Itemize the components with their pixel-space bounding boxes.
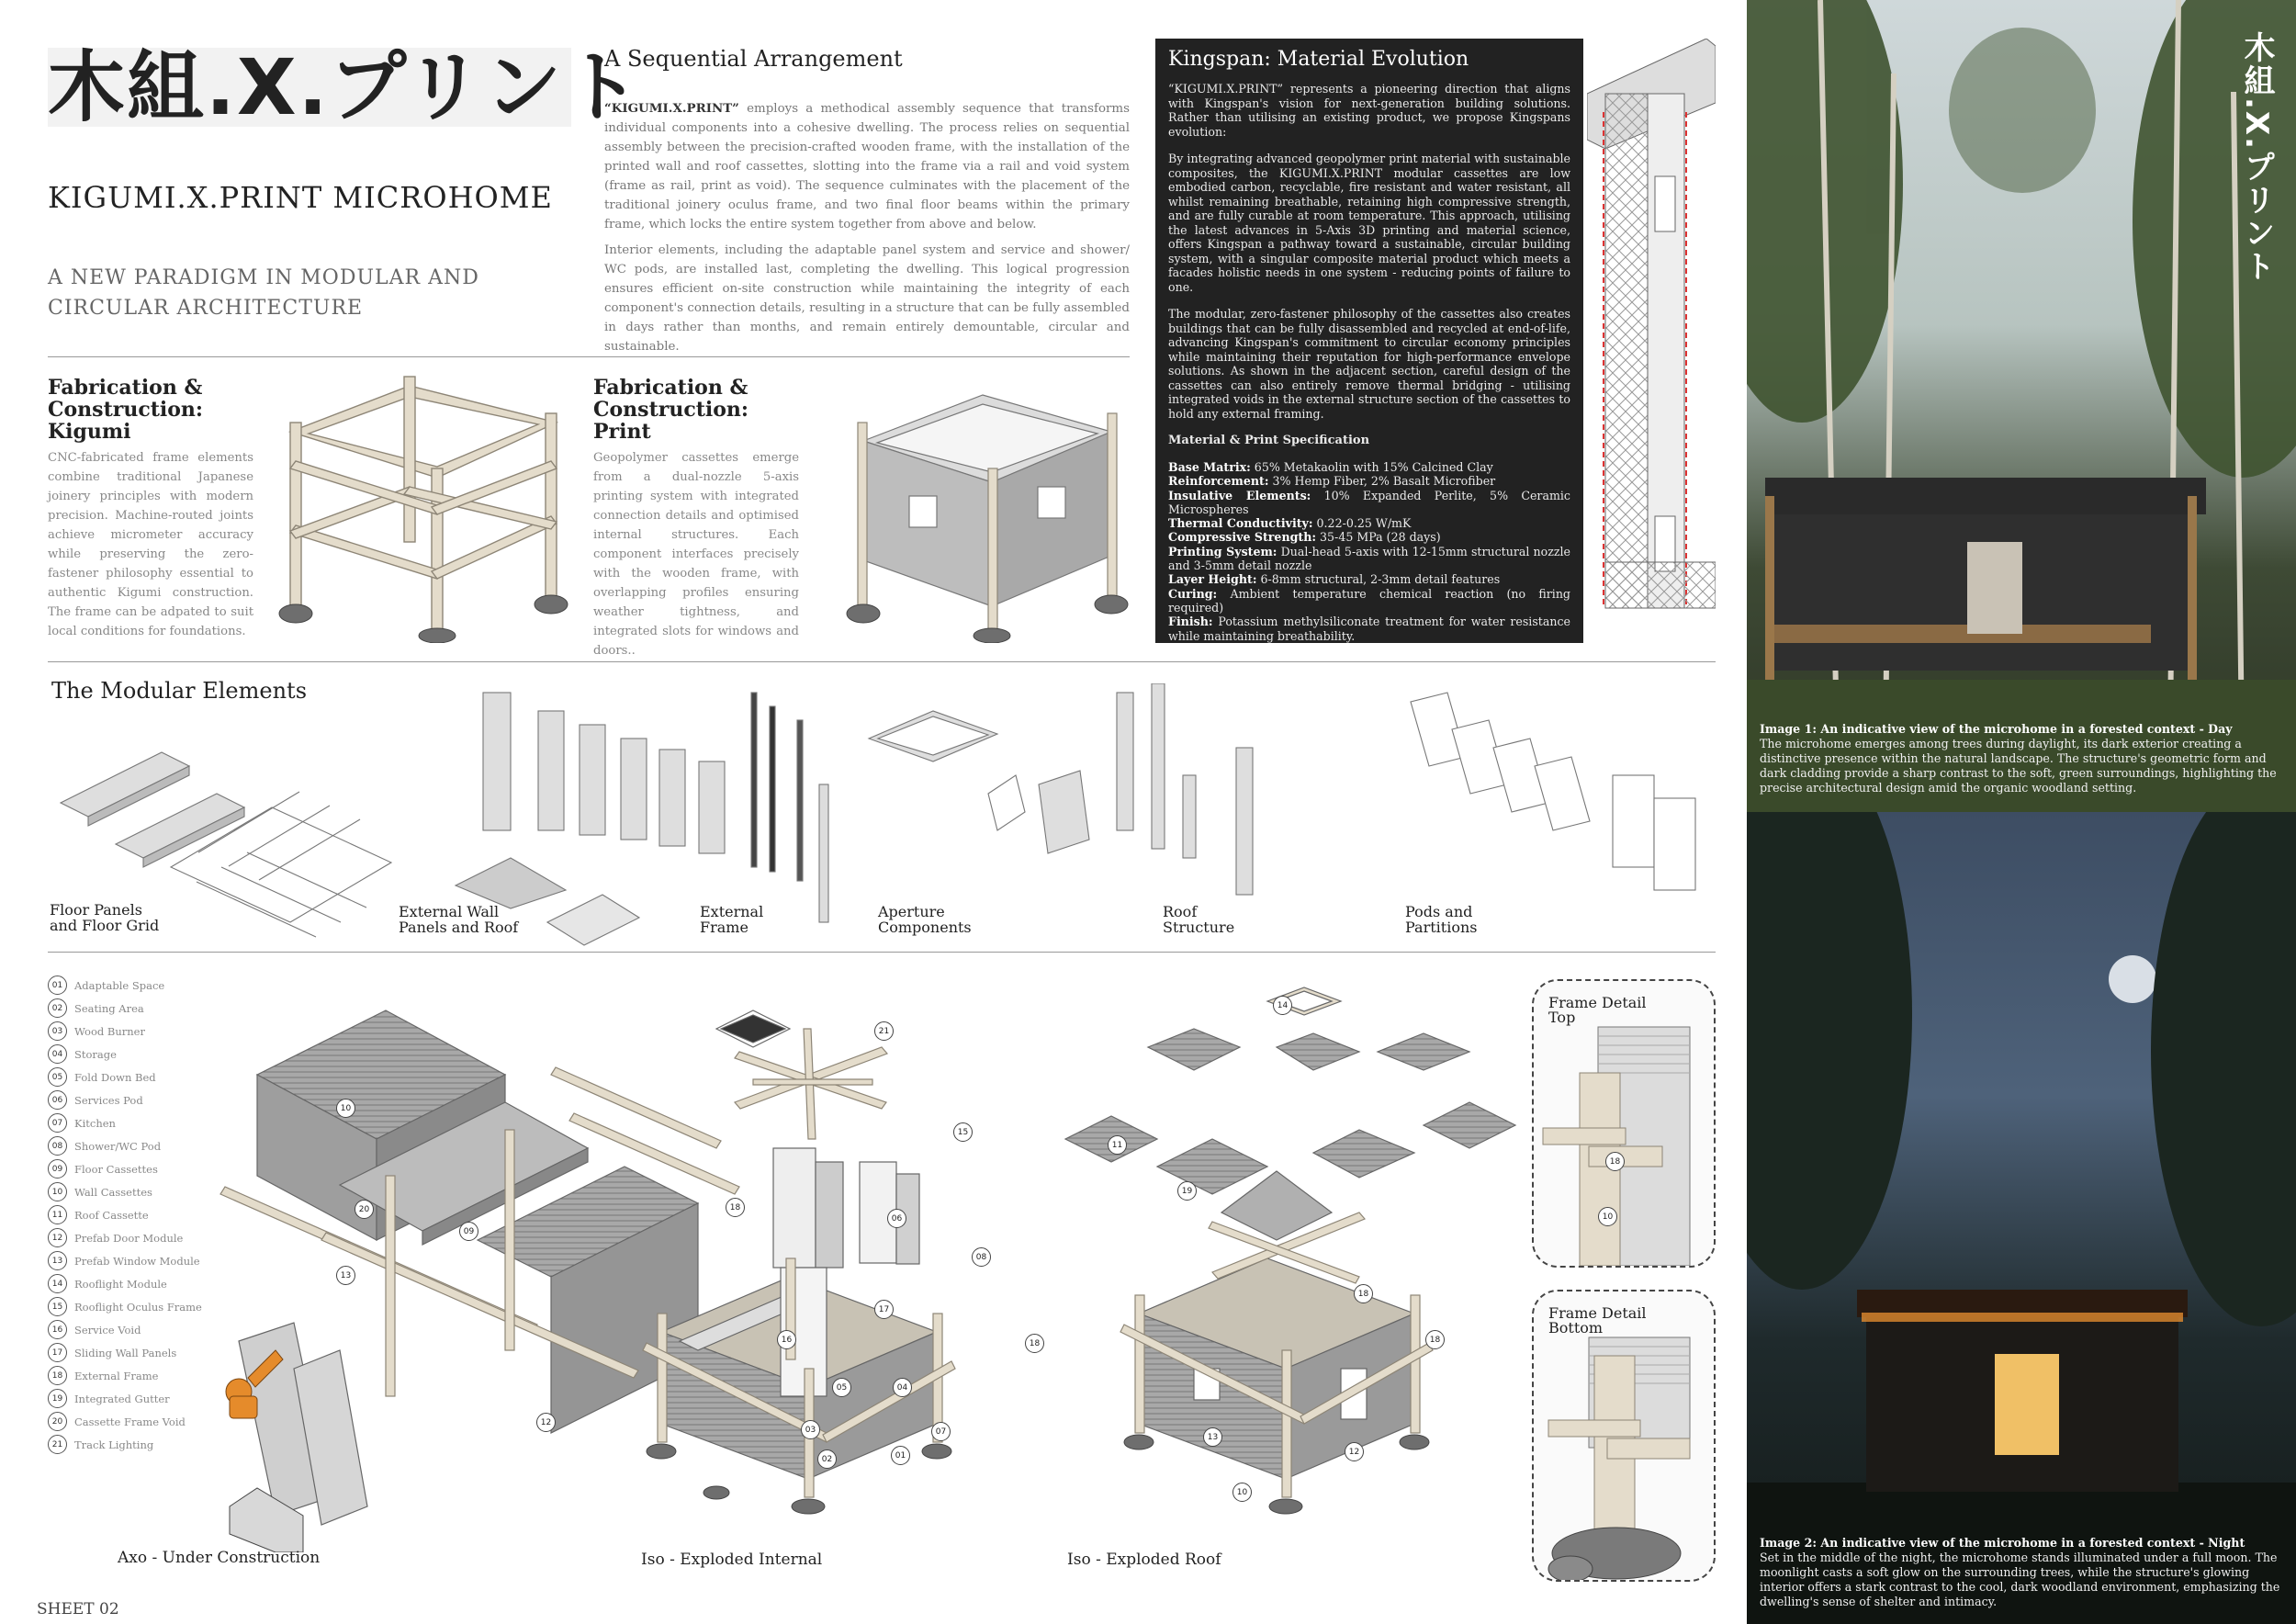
callout: 18 (1025, 1334, 1044, 1353)
callout: 08 (972, 1247, 991, 1267)
kingspan-paragraph-2: By integrating advanced geopolymer print material with sustainable composites, the KIGUMI.X.PRINT modular cassettes are low embodied carbon, recyclable, fire resistant and water resistant, all whilst remaining breathable, retaining high compressive strength, and are fully curable at room temperature. This approach, utilising the latest advances in 5-Axis 3D printing and material science, offers Kingspan a pathway toward a sustainable, circular building system, with a singular composite material product which meets a facades holistic needs in one system - reducing points of failure to one. (1168, 152, 1570, 294)
legend-label: External Frame (74, 1369, 159, 1382)
legend-number: 06 (48, 1090, 67, 1110)
fab-kigumi-heading (48, 377, 203, 443)
sequential-heading: A Sequential Arrangement (604, 46, 903, 72)
legend-label: Seating Area (74, 1001, 144, 1015)
module-label-floor (50, 902, 159, 933)
legend-number: 21 (48, 1435, 67, 1454)
frame-detail-bottom-drawing (1534, 1328, 1716, 1582)
sequential-para1-text: employs a methodical assembly sequence that transforms individual components into a cohesive dwelling. The process relies on sequential assembly between the precision-crafted wooden frame, with the installation of the printed wall and roof cassettes, slotting into the frame via a rail and void system (frame as rail, print as void). The sequence culminates with the placement of the traditional joinery oculus frame, and two final floor beams within the primary frame, which locks the entire system together from above and below. (604, 102, 1130, 231)
callout: 10 (336, 1099, 355, 1118)
legend-item (48, 1134, 202, 1157)
legend-item (48, 1341, 202, 1364)
callout: 13 (1203, 1427, 1222, 1447)
legend-label: Sliding Wall Panels (74, 1346, 177, 1359)
module-label-line: Partitions (1405, 919, 1478, 936)
legend-number: 02 (48, 998, 67, 1018)
day-caption-title: Image 1: An indicative view of the microhome in a forested context - Day (1760, 722, 2233, 736)
spec-item: Compressive Strength: 35-45 MPa (28 days) (1168, 530, 1441, 545)
callout: 18 (1354, 1284, 1373, 1303)
night-scene-illustration (1747, 812, 2296, 1624)
legend-number: 17 (48, 1343, 67, 1362)
legend-item (48, 1157, 202, 1180)
legend-label: Rooflight Oculus Frame (74, 1300, 202, 1314)
legend-label: Prefab Window Module (74, 1254, 200, 1268)
legend-number: 14 (48, 1274, 67, 1293)
callout: 06 (887, 1209, 906, 1228)
callout: 18 (726, 1198, 745, 1217)
sequential-paragraph-1 (604, 99, 1130, 234)
module-label-line: Components (878, 919, 972, 936)
day-caption-text: The microhome emerges among trees during daylight, its dark exterior creating a distinctive presence within the natural landscape. The structure's geometric form and dark cladding provide a sharp contrast to the soft, green surroundings, highlighting the precise architectural design amid the organic woodland setting. (1760, 737, 2277, 795)
detail-title-line: Frame Detail (1548, 994, 1647, 1011)
legend-number: 07 (48, 1113, 67, 1133)
legend-item (48, 1180, 202, 1203)
legend-item (48, 1387, 202, 1410)
divider (48, 661, 1716, 662)
module-label-line: Floor Panels (50, 901, 142, 919)
legend-number: 10 (48, 1182, 67, 1201)
fab-print-text: Geopolymer cassettes emerge from a dual-nozzle 5-axis printing system with integrated connection details and optimised internal structures. Each component interfaces precisely with the wooden frame, with overlapping profiles ensuring weather tightness, and integrated slots for windows and doors.. (593, 451, 799, 658)
day-caption (1760, 722, 2287, 795)
detail-title-line: Bottom (1548, 1319, 1604, 1336)
callout: 09 (459, 1222, 478, 1241)
legend-label: Integrated Gutter (74, 1392, 170, 1405)
fab-print-heading-line3: Print (593, 420, 651, 444)
spec-item: Printing System: Dual-head 5-axis with 12-15mm structural nozzle and 3-5mm detail nozzle (1168, 544, 1570, 573)
kigumi-frame-drawing (272, 367, 575, 643)
callout: 17 (874, 1300, 894, 1319)
legend-label: Floor Cassettes (74, 1162, 158, 1176)
frame-detail-bottom (1532, 1290, 1716, 1582)
night-caption-text: Set in the middle of the night, the microhome stands illuminated under a full moon. The moonlight casts a soft glow on the surrounding trees, while the structure's glowing interior offers a stark contrast to the cool, dark woodland environment, emphasizing the dwelling's sense of shelter and intimacy. (1760, 1551, 2280, 1608)
component-legend (48, 974, 202, 1456)
callout: 12 (1345, 1442, 1364, 1461)
night-caption (1760, 1536, 2287, 1609)
axo-caption: Axo - Under Construction (118, 1549, 321, 1567)
legend-label: Shower/WC Pod (74, 1139, 162, 1153)
japanese-title: 木組.X.プリント (48, 42, 643, 132)
spec-item: Layer Height: 6-8mm structural, 2-3mm detail features (1168, 572, 1501, 587)
fab-kigumi-text: CNC-fabricated frame elements combine traditional Japanese joinery principles with modern precision. Machine-routed joints achieve micrometer accuracy while preserving the zero-fastener philosophy essential to authentic Kigumi construction. The frame can be adpated to suit local conditions for foundations. (48, 451, 253, 638)
legend-number: 18 (48, 1366, 67, 1385)
legend-label: Adaptable Space (74, 978, 165, 992)
vertical-jp-title: 木組.X.プリント (2238, 31, 2275, 284)
legend-label: Track Lighting (74, 1438, 154, 1451)
legend-number: 04 (48, 1044, 67, 1064)
callout: 07 (931, 1422, 951, 1441)
kingspan-panel (1155, 39, 1583, 643)
fab-print-heading (593, 377, 748, 443)
legend-item (48, 1433, 202, 1456)
sequential-paragraph-2: Interior elements, including the adaptable panel system and service and shower/ WC pods, are installed last, completing the dwelling. This logical progression ensures efficient on-site construction while maintaining the integrity of each component's connection details, resulting in a structure that can be fully assembled in days rather than months, and remain entirely demountable, circular and sustainable. (604, 243, 1130, 354)
fab-print-heading-line1: Fabrication & (593, 376, 748, 400)
page-title: KIGUMI.X.PRINT MICROHOME (48, 180, 553, 215)
callout: 04 (893, 1378, 912, 1397)
fab-kigumi-heading-line2: Construction: (48, 398, 204, 422)
legend-item (48, 1066, 202, 1088)
kingspan-paragraph-3: The modular, zero-fastener philosophy of the cassettes also creates buildings that can be fully disassembled and recycled at end-of-life, advancing Kingspan's commitment to circular economy principles while maintaining their reputation for high-performance envelope solutions. As shown in the adjacent section, careful design of the cassettes can also entirely remove thermal bridging - utilising integrated voids in the external structure section of the cassettes to hold any external framing. (1168, 307, 1570, 421)
legend-label: Roof Cassette (74, 1208, 149, 1222)
legend-number: 13 (48, 1251, 67, 1270)
module-label-line: Panels and Roof (399, 919, 519, 936)
kingspan-paragraph-1: “KIGUMI.X.PRINT” represents a pioneering direction that aligns with Kingspan's vision for next-generation building solutions. Rather than utilising an existing product, we propose Kingspans evolution: (1168, 82, 1570, 139)
day-scene-illustration (1747, 0, 2296, 812)
module-label-line: External Wall (399, 903, 500, 920)
legend-item (48, 1295, 202, 1318)
divider (48, 952, 1716, 953)
spec-item: Insulative Elements: 10% Expanded Perlite, 5% Ceramic Microspheres (1168, 488, 1570, 516)
sheet-number: SHEET 02 (37, 1600, 119, 1618)
callout: 20 (355, 1200, 374, 1219)
module-label-line: and Floor Grid (50, 917, 160, 934)
legend-number: 11 (48, 1205, 67, 1224)
night-render (1747, 812, 2296, 1624)
callout: 18 (1425, 1330, 1445, 1349)
legend-number: 20 (48, 1412, 67, 1431)
fab-kigumi-heading-line1: Fabrication & (48, 376, 203, 400)
legend-item (48, 1364, 202, 1387)
module-label-line: External (700, 903, 764, 920)
legend-label: Kitchen (74, 1116, 116, 1130)
legend-number: 01 (48, 976, 67, 995)
callout: 21 (874, 1021, 894, 1041)
module-label-roof (1163, 904, 1234, 935)
kingspan-heading: Kingspan: Material Evolution (1168, 48, 1469, 71)
legend-label: Rooflight Module (74, 1277, 167, 1291)
module-label-aperture (878, 904, 972, 935)
page-subtitle: A NEW PARADIGM IN MODULAR AND CIRCULAR ARCHITECTURE (48, 266, 479, 320)
frame-detail-top (1532, 979, 1716, 1268)
legend-label: Wall Cassettes (74, 1185, 152, 1199)
callout: 15 (953, 1122, 973, 1142)
callout: 16 (777, 1330, 796, 1349)
callout: 01 (891, 1446, 910, 1465)
sequential-lead: “KIGUMI.X.PRINT” (604, 101, 739, 116)
legend-item (48, 1020, 202, 1043)
legend-item (48, 1410, 202, 1433)
legend-label: Wood Burner (74, 1024, 145, 1038)
spec-heading: Material & Print Specification (1168, 434, 1370, 447)
legend-number: 19 (48, 1389, 67, 1408)
wall-section-drawing (1587, 39, 1716, 645)
module-label-line: Roof (1163, 903, 1198, 920)
callout: 14 (1273, 996, 1292, 1015)
spec-item: Thermal Conductivity: 0.22-0.25 W/mK (1168, 516, 1412, 531)
callout: 19 (1177, 1181, 1197, 1201)
callout: 05 (832, 1378, 851, 1397)
iso-roof-caption: Iso - Exploded Roof (1067, 1551, 1221, 1569)
iso-internal-caption: Iso - Exploded Internal (641, 1551, 823, 1569)
module-label-pods (1405, 904, 1477, 935)
legend-item (48, 974, 202, 997)
module-label-line: Frame (700, 919, 748, 936)
callout: 10 (1232, 1483, 1252, 1502)
fab-print-heading-line2: Construction: (593, 398, 749, 422)
day-render (1747, 0, 2296, 812)
module-label-line: Structure (1163, 919, 1235, 936)
module-label-wall (399, 904, 518, 935)
callout: 11 (1108, 1135, 1127, 1155)
legend-item (48, 1226, 202, 1249)
callout: 10 (1598, 1207, 1617, 1226)
callout: 18 (1605, 1152, 1625, 1171)
legend-number: 08 (48, 1136, 67, 1156)
legend-label: Services Pod (74, 1093, 143, 1107)
callout: 12 (536, 1413, 556, 1432)
detail-title-line: Frame Detail (1548, 1304, 1647, 1322)
legend-item (48, 1318, 202, 1341)
legend-label: Prefab Door Module (74, 1231, 184, 1245)
legend-item (48, 1249, 202, 1272)
night-caption-title: Image 2: An indicative view of the microhome in a forested context - Night (1760, 1536, 2245, 1550)
frame-detail-top-drawing (1534, 1018, 1716, 1268)
spec-item: Finish: Potassium methylsiliconate treatment for water resistance while maintaining breathability. (1168, 615, 1570, 643)
module-label-line: Pods and (1405, 903, 1473, 920)
legend-label: Cassette Frame Void (74, 1415, 186, 1428)
fab-kigumi-heading-line3: Kigumi (48, 420, 131, 444)
legend-item (48, 1088, 202, 1111)
modular-heading: The Modular Elements (51, 678, 308, 704)
legend-item (48, 1111, 202, 1134)
detail-title-line: Top (1548, 1009, 1576, 1026)
legend-item (48, 1272, 202, 1295)
legend-number: 15 (48, 1297, 67, 1316)
module-label-frame (700, 904, 763, 935)
spec-item: Base Matrix: 65% Metakaolin with 15% Calcined Clay (1168, 460, 1493, 474)
divider (48, 356, 1130, 357)
legend-number: 16 (48, 1320, 67, 1339)
print-cassette-drawing (827, 367, 1139, 643)
callout: 02 (817, 1449, 837, 1469)
legend-label: Service Void (74, 1323, 141, 1336)
legend-number: 09 (48, 1159, 67, 1179)
callout: 03 (801, 1420, 820, 1439)
legend-item (48, 997, 202, 1020)
spec-item: Curing: Ambient temperature chemical reaction (no firing required) (1168, 586, 1570, 615)
legend-number: 12 (48, 1228, 67, 1247)
legend-item (48, 1043, 202, 1066)
legend-number: 05 (48, 1067, 67, 1087)
spec-item: Reinforcement: 3% Hemp Fiber, 2% Basalt Microfiber (1168, 474, 1496, 489)
legend-label: Fold Down Bed (74, 1070, 156, 1084)
module-label-line: Aperture (878, 903, 945, 920)
callout: 13 (336, 1266, 355, 1285)
legend-label: Storage (74, 1047, 117, 1061)
assembly-drawings (202, 964, 1525, 1552)
legend-item (48, 1203, 202, 1226)
legend-number: 03 (48, 1021, 67, 1041)
